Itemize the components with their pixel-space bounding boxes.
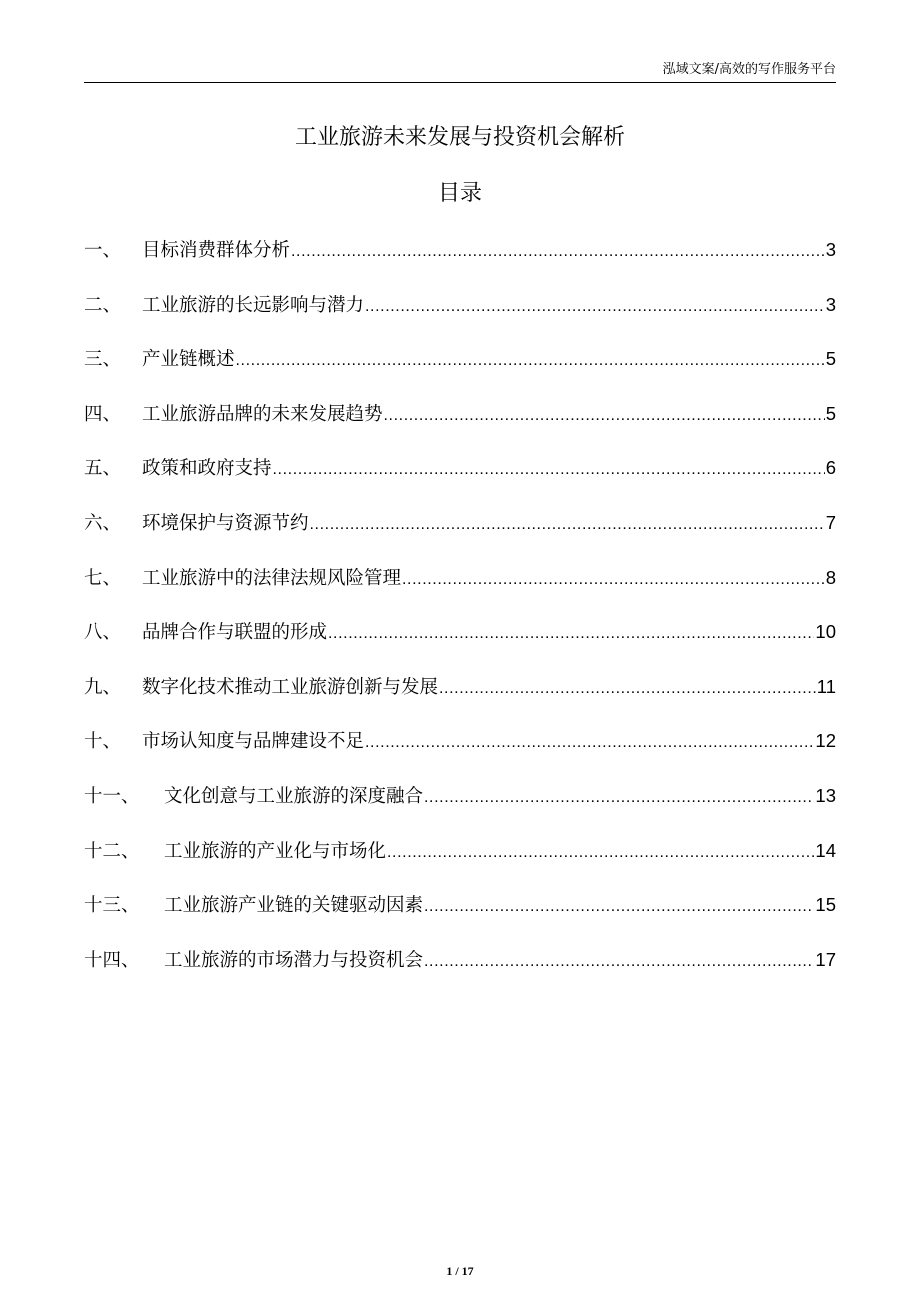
toc-entry-page: 5 [825,348,836,370]
toc-entry-page: 3 [825,293,836,315]
toc-entry-label: 工业旅游品牌的未来发展趋势 [142,403,383,425]
toc-heading: 目录 [437,181,482,206]
toc-entry-label: 产业链概述 [142,349,235,371]
toc-entry-number: 七、 [84,567,122,589]
toc-dot-leader [365,289,825,324]
toc-entry[interactable] [84,561,836,616]
toc-entry-number: 十二、 [84,840,140,862]
toc-entry-label: 工业旅游的长远影响与潜力 [142,294,365,316]
toc-entry-page: 13 [815,784,836,806]
page-number-indicator: 1 / 17 [446,1264,474,1278]
toc-dot-leader [273,452,825,487]
toc-entry-number: 十一、 [84,785,140,807]
toc-entry-page: 15 [815,894,836,916]
toc-entry-page: 6 [825,457,836,479]
toc-entry-number: 四、 [84,403,122,425]
toc-entry-number: 五、 [84,458,122,480]
toc-entry[interactable] [84,233,836,288]
toc-entry-number: 十四、 [84,949,140,971]
toc-entry-number: 六、 [84,512,122,534]
header-divider [84,82,836,83]
toc-entry-number: 九、 [84,676,122,698]
toc-entry[interactable] [84,451,836,506]
toc-entry-page: 10 [815,621,836,643]
toc-dot-leader [439,671,816,706]
toc-entry[interactable] [84,615,836,670]
toc-entry-label: 工业旅游的市场潜力与投资机会 [164,949,424,971]
toc-dot-leader [424,944,814,979]
toc-entry-label: 环境保护与资源节约 [142,512,309,534]
toc-entry-page: 11 [816,675,836,697]
toc-dot-leader [328,616,814,651]
toc-entry-label: 政策和政府支持 [142,458,272,480]
page-header-text: 泓域文案/高效的写作服务平台 [662,62,836,77]
toc-dot-leader [291,234,825,269]
toc-entry-number: 十、 [84,731,122,753]
toc-entry-page: 12 [815,730,836,752]
toc-entry-page: 7 [825,511,836,533]
toc-dot-leader [365,725,814,760]
toc-dot-leader [424,780,814,815]
document-title: 工业旅游未来发展与投资机会解析 [294,125,625,150]
toc-entry-label: 工业旅游的产业化与市场化 [164,840,387,862]
toc-entry-label: 工业旅游中的法律法规风险管理 [142,567,402,589]
toc-entry-label: 工业旅游产业链的关键驱动因素 [164,895,424,917]
toc-dot-leader [384,398,825,433]
table-of-contents [84,233,836,997]
toc-entry-number: 八、 [84,622,122,644]
toc-entry[interactable] [84,834,836,889]
toc-entry-label: 数字化技术推动工业旅游创新与发展 [142,676,439,698]
toc-entry-label: 目标消费群体分析 [142,240,291,261]
toc-entry-page: 14 [815,839,836,861]
toc-entry[interactable] [84,724,836,779]
toc-entry[interactable] [84,888,836,943]
toc-entry-page: 8 [825,566,836,588]
toc-entry[interactable] [84,779,836,834]
toc-entry[interactable] [84,670,836,725]
toc-entry-number: 一、 [84,240,122,261]
toc-entry-number: 二、 [84,294,122,316]
toc-entry-label: 文化创意与工业旅游的深度融合 [164,785,424,807]
toc-entry[interactable] [84,342,836,397]
toc-entry-label: 市场认知度与品牌建设不足 [142,731,365,753]
toc-dot-leader [424,889,814,924]
toc-entry-page: 5 [825,402,836,424]
toc-entry-label: 品牌合作与联盟的形成 [142,622,328,644]
toc-entry-number: 十三、 [84,895,140,917]
toc-entry[interactable] [84,943,836,998]
toc-entry[interactable] [84,397,836,452]
toc-entry-number: 三、 [84,349,122,371]
toc-entry-page: 3 [825,239,836,260]
toc-dot-leader [402,562,825,597]
toc-dot-leader [236,343,825,378]
toc-entry[interactable] [84,506,836,561]
toc-entry[interactable] [84,288,836,343]
toc-entry-page: 17 [815,948,836,970]
toc-dot-leader [387,835,814,870]
toc-dot-leader [310,507,825,542]
